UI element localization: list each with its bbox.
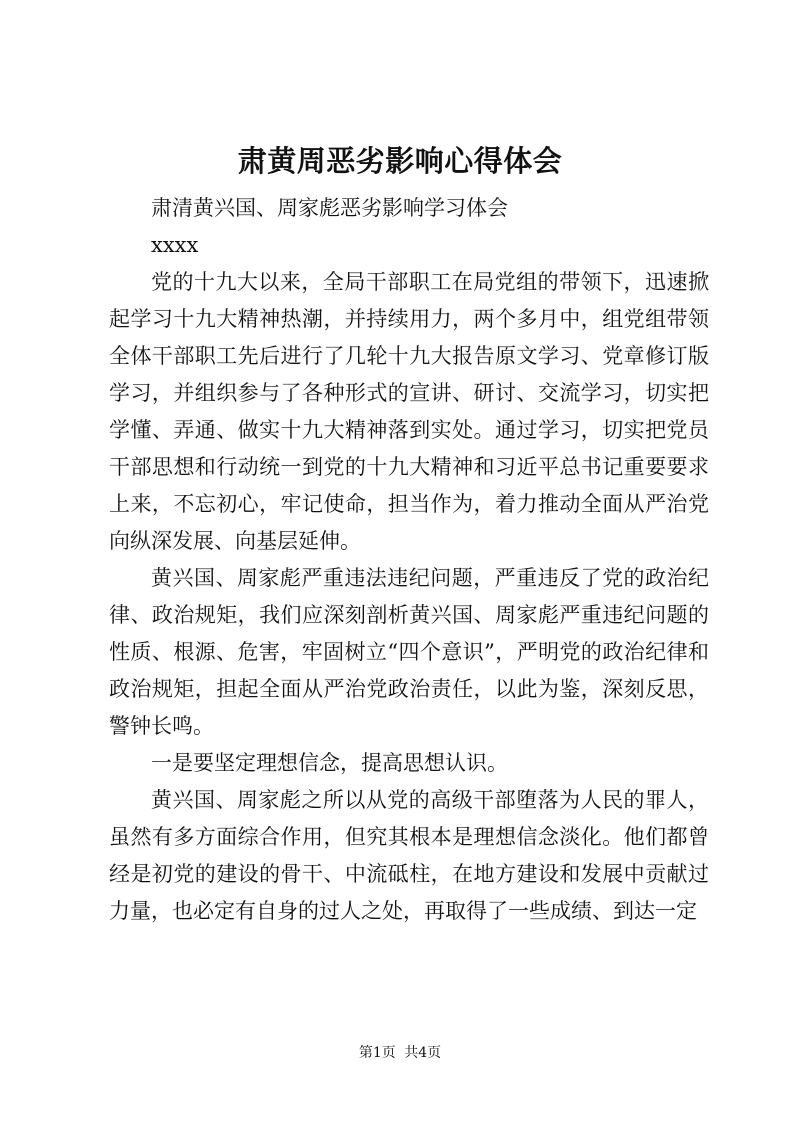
body-paragraph: 黄兴国、周家彪之所以从党的高级干部堕落为人民的罪人，虽然有多方面综合作用，但究其根本是理想信念淡化。他们都曾经是初党的建设的骨干、中流砥柱，在地方建设和发展中贡献过力量，也必定有自身的过人之处，再取得了一些成绩、到达一定 — [109, 788, 709, 923]
author-paragraph: xxxx — [151, 233, 199, 257]
section-heading-paragraph: 一是要坚定理想信念，提高思想认识。 — [151, 751, 508, 775]
subtitle-paragraph: 肃清黄兴国、周家彪恶劣影响学习体会 — [151, 196, 508, 220]
document-title: 肃黄周恶劣影响心得体会 — [237, 144, 563, 178]
page-footer — [0, 1044, 800, 1062]
page-number: 第1页 — [358, 1045, 396, 1061]
body-paragraph: 黄兴国、周家彪严重违法违纪问题，严重违反了党的政治纪律、政治规矩，我们应深刻剖析黄兴国、周家彪严重违纪问题的性质、根源、危害，牢固树立“四个意识”，严明党的政治纪律和政治规矩，担起全面从严治党政治责任，以此为鉴，深刻反思，警钟长鸣。 — [109, 566, 709, 738]
document-body — [109, 190, 709, 930]
page-total: 共4页 — [404, 1045, 442, 1061]
body-paragraph: 党的十九大以来，全局干部职工在局党组的带领下，迅速掀起学习十九大精神热潮，并持续用力，两个多月中，组党组带领全体干部职工先后进行了几轮十九大报告原文学习、党章修订版学习，并组织参与了各种形式的宣讲、研讨、交流学习，切实把学懂、弄通、做实十九大精神落到实处。通过学习，切实把党员干部思想和行动统一到党的十九大精神和习近平总书记重要要求上来，不忘初心，牢记使命，担当作为，着力推动全面从严治党向纵深发展、向基层延伸。 — [109, 270, 709, 553]
